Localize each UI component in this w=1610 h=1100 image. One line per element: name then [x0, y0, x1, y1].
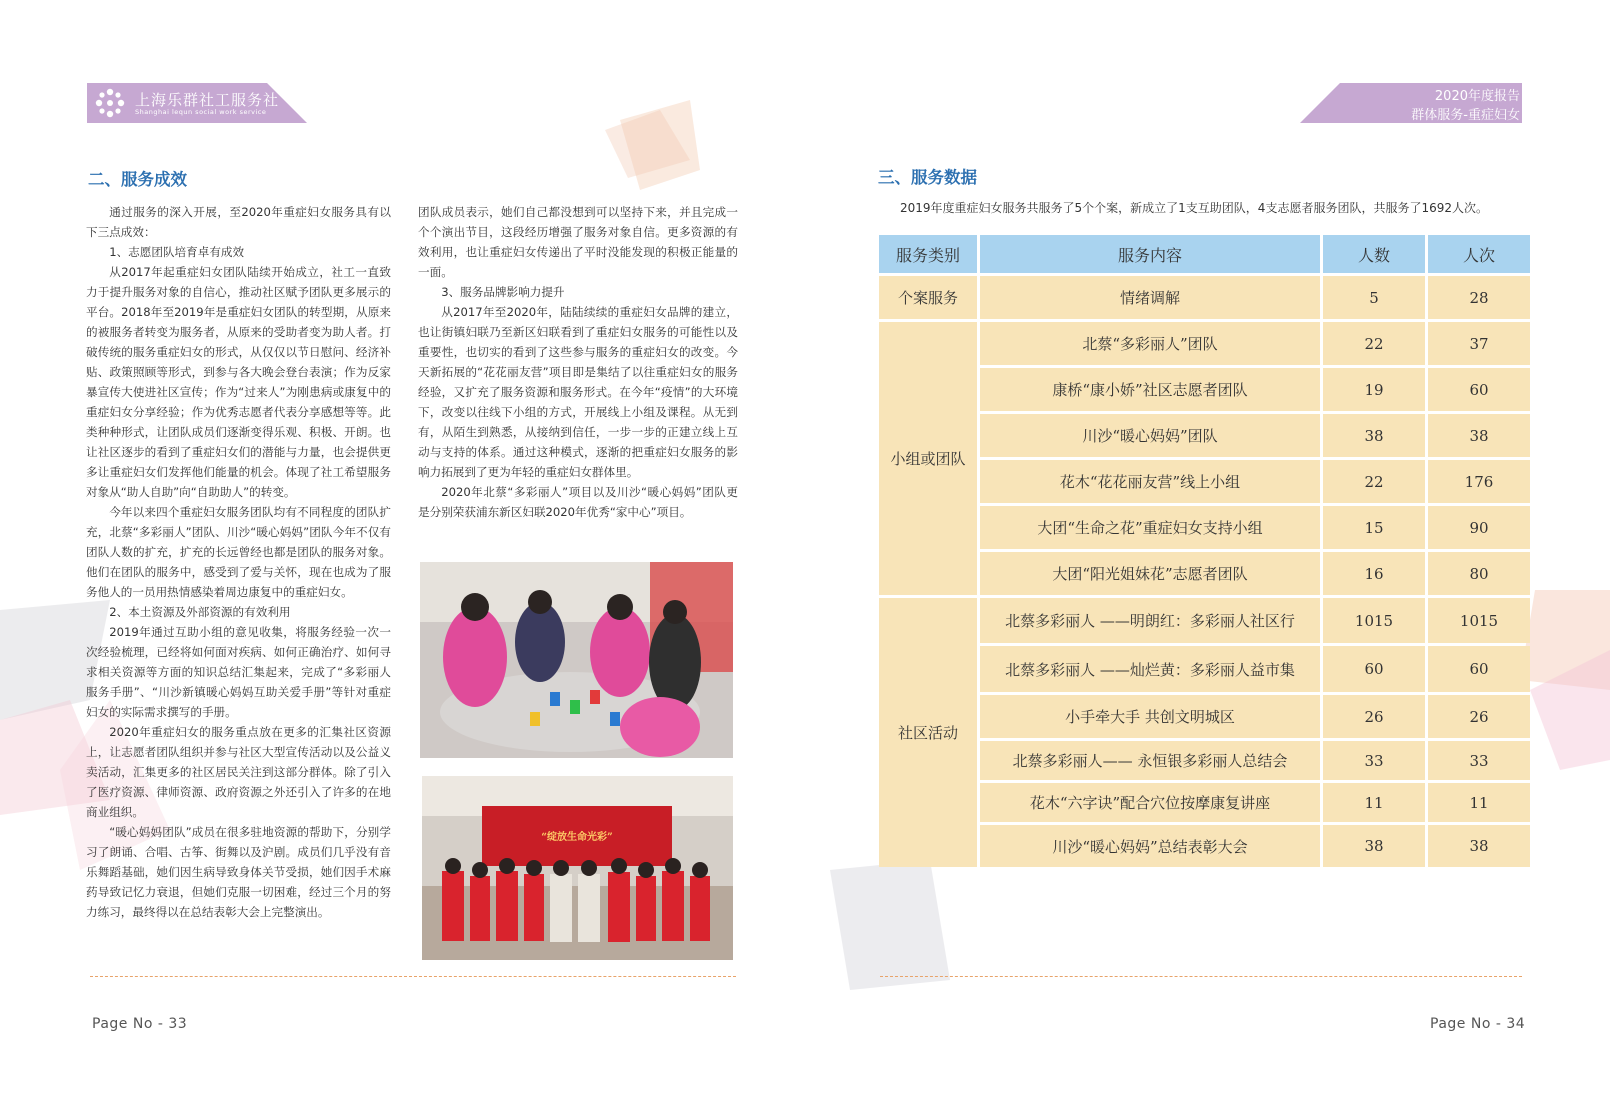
- paragraph: “暖心妈妈团队”成员在很多驻地资源的帮助下，分别学习了朗诵、合唱、古筝、街舞以及沪剧。成员们几乎没有音乐舞蹈基础，她们因生病导致身体关节受损，她们因手术麻药导致记忆力衰退，但她们克服一切困难，经过三个月的努力练习，最终得以在总结表彰大会上完整演出。: [86, 825, 391, 919]
- people-cell: 33: [1323, 741, 1425, 780]
- subheading: 2、本土资源及外部资源的有效利用: [109, 605, 291, 619]
- org-name: 上海乐群社工服务社: [135, 91, 280, 109]
- times-cell: 11: [1428, 783, 1530, 822]
- paragraph: 从2017年起重症妇女团队陆续开始成立，社工一直致力于提升服务对象的自信心，推动社区赋予团队更多展示的平台。2018年至2019年是重症妇女团队的转型期，从原来的被服务者转变为服务者，从原来的受助者变为助人者。打破传统的服务重症妇女的形式，从仅仅以节日慰问、经济补贴、政策照顾等形式，到参与各大晚会登台表演；作为反家暴宣传大使进社区宣传；作为“过来人”为刚患病或康复中的重症妇女分享经验；作为优秀志愿者代表分享感想等等。此类种种形式，让团队成员们逐渐变得乐观、积极、开朗。也让社区逐步的看到了重症妇女们的潜能与力量，也会提供更多让重症妇女们发挥他们能量的机会。体现了社工希望服务对象从“助人自助”向“自助助人”的转变。: [86, 265, 391, 499]
- times-cell: 176: [1428, 460, 1530, 503]
- content-cell: 大团“生命之花”重症妇女支持小组: [980, 506, 1320, 549]
- people-cell: 1015: [1323, 598, 1425, 643]
- people-cell: 38: [1323, 825, 1425, 867]
- text-column-1: [86, 202, 391, 922]
- paragraph: 2020年重症妇女的服务重点放在更多的汇集社区资源上，让志愿者团队组织并参与社区大型宣传活动以及公益义卖活动，汇集更多的社区居民关注到这部分群体。除了引入了医疗资源、律师资源、政府资源之外还引入了许多的在地商业组织。: [86, 725, 391, 819]
- content-cell: 北蔡多彩丽人—— 永恒银多彩丽人总结会: [980, 741, 1320, 780]
- people-cell: 22: [1323, 460, 1425, 503]
- content-cell: 北蔡多彩丽人 ——明朗红：多彩丽人社区行: [980, 598, 1320, 643]
- photo-group-activity: [420, 562, 733, 758]
- people-cell: 11: [1323, 783, 1425, 822]
- footer-divider-right: [880, 976, 1522, 977]
- page-number-right: Page No - 34: [1430, 1016, 1526, 1032]
- banner-text: “绽放生命光彩”: [541, 832, 613, 843]
- content-cell: 川沙“暖心妈妈”团队: [980, 414, 1320, 457]
- content-cell: 小手牵大手 共创文明城区: [980, 695, 1320, 738]
- content-cell: 川沙“暖心妈妈”总结表彰大会: [980, 825, 1320, 867]
- section-title-data: 三、服务数据: [878, 168, 977, 187]
- people-cell: 22: [1323, 322, 1425, 365]
- content-cell: 北蔡多彩丽人 ——灿烂黄：多彩丽人益市集: [980, 646, 1320, 692]
- org-name-en: Shanghai lequn social work service: [135, 108, 267, 116]
- category-cell: 个案服务: [879, 276, 977, 319]
- paragraph: 从2017年至2020年，陆陆续续的重症妇女品牌的建立，也让街镇妇联乃至新区妇联看到了重症妇女服务的可能性以及重要性，也切实的看到了这些参与服务的重症妇女的改变。今天新拓展的“花花丽友营”项目即是集结了以往重症妇女的服务经验，又扩充了服务资源和服务形式。在今年“疫情”的大环境下，改变以往线下小组的方式，开展线上小组及课程。从无到有，从陌生到熟悉，从接纳到信任，一步一步的正建立线上互动与支持的体系。通过这种模式，逐渐的把重症妇女服务的影响力拓展到了更为年轻的重症妇女群体里。: [418, 305, 738, 479]
- times-cell: 60: [1428, 368, 1530, 411]
- times-cell: 80: [1428, 552, 1530, 595]
- table-row: [879, 276, 1530, 319]
- people-cell: 15: [1323, 506, 1425, 549]
- photo-group-ceremony: [422, 776, 733, 960]
- paragraph: 2020年北蔡“多彩丽人”项目以及川沙“暖心妈妈”团队更是分别荣获浦东新区妇联2020年优秀“家中心”项目。: [418, 485, 738, 519]
- people-cell: 38: [1323, 414, 1425, 457]
- people-cell: 19: [1323, 368, 1425, 411]
- report-section: 群体服务-重症妇女: [1411, 108, 1520, 123]
- report-year: 2020年度报告: [1434, 89, 1520, 104]
- header-times: 人次: [1428, 235, 1530, 273]
- content-cell: 大团“阳光姐妹花”志愿者团队: [980, 552, 1320, 595]
- category-cell: 小组或团队: [879, 322, 977, 595]
- service-data-table: [876, 232, 1533, 870]
- paragraph: 今年以来四个重症妇女服务团队均有不同程度的团队扩充，北蔡“多彩丽人”团队、川沙“暖心妈妈”团队今年不仅有团队人数的扩充，扩充的长远曾经也都是团队的服务对象。他们在团队的服务中，感受到了爱与关怀，现在也成为了服务他人的一员用热情感染着周边康复中的重症妇女。: [86, 505, 391, 599]
- footer-divider-left: [90, 976, 736, 977]
- content-cell: 花木“花花丽友营”线上小组: [980, 460, 1320, 503]
- table-header-row: [879, 235, 1530, 273]
- text-column-2: [418, 202, 738, 522]
- section-title-effects: 二、服务成效: [88, 170, 187, 189]
- times-cell: 90: [1428, 506, 1530, 549]
- subheading: 1、志愿团队培育卓有成效: [109, 245, 245, 259]
- times-cell: 33: [1428, 741, 1530, 780]
- people-cell: 5: [1323, 276, 1425, 319]
- content-cell: 北蔡“多彩丽人”团队: [980, 322, 1320, 365]
- times-cell: 28: [1428, 276, 1530, 319]
- people-cell: 16: [1323, 552, 1425, 595]
- table-row: [879, 322, 1530, 365]
- category-cell: 社区活动: [879, 598, 977, 867]
- times-cell: 38: [1428, 825, 1530, 867]
- page-number-left: Page No - 33: [92, 1016, 188, 1032]
- content-cell: 情绪调解: [980, 276, 1320, 319]
- header-category: 服务类别: [879, 235, 977, 273]
- paragraph: 2019年通过互助小组的意见收集，将服务经验一次一次经验梳理，已经将如何面对疾病、如何正确治疗、如何寻求相关资源等方面的知识总结汇集起来，完成了“多彩丽人服务手册”、“川沙新镇暖心妈妈互助关爱手册”等针对重症妇女的实际需求撰写的手册。: [86, 625, 391, 719]
- content-cell: 花木“六字诀”配合穴位按摩康复讲座: [980, 783, 1320, 822]
- paragraph: 团队成员表示，她们自己都没想到可以坚持下来，并且完成一个个演出节目，这段经历增强了服务对象自信。更多资源的有效利用，也让重症妇女传递出了平时没能发现的积极正能量的一面。: [418, 205, 738, 279]
- times-cell: 60: [1428, 646, 1530, 692]
- people-cell: 60: [1323, 646, 1425, 692]
- times-cell: 1015: [1428, 598, 1530, 643]
- times-cell: 37: [1428, 322, 1530, 365]
- header-people: 人数: [1323, 235, 1425, 273]
- times-cell: 26: [1428, 695, 1530, 738]
- data-summary: 2019年度重症妇女服务共服务了5个个案，新成立了1支互助团队，4支志愿者服务团队，共服务了1692人次。: [900, 201, 1488, 215]
- subheading: 3、服务品牌影响力提升: [441, 285, 565, 299]
- content-cell: 康桥“康小娇”社区志愿者团队: [980, 368, 1320, 411]
- people-cell: 26: [1323, 695, 1425, 738]
- flower-logo-icon: [93, 86, 127, 120]
- header-content: 服务内容: [980, 235, 1320, 273]
- times-cell: 38: [1428, 414, 1530, 457]
- paragraph: 通过服务的深入开展，至2020年重症妇女服务具有以下三点成效：: [86, 205, 391, 239]
- table-row: [879, 598, 1530, 643]
